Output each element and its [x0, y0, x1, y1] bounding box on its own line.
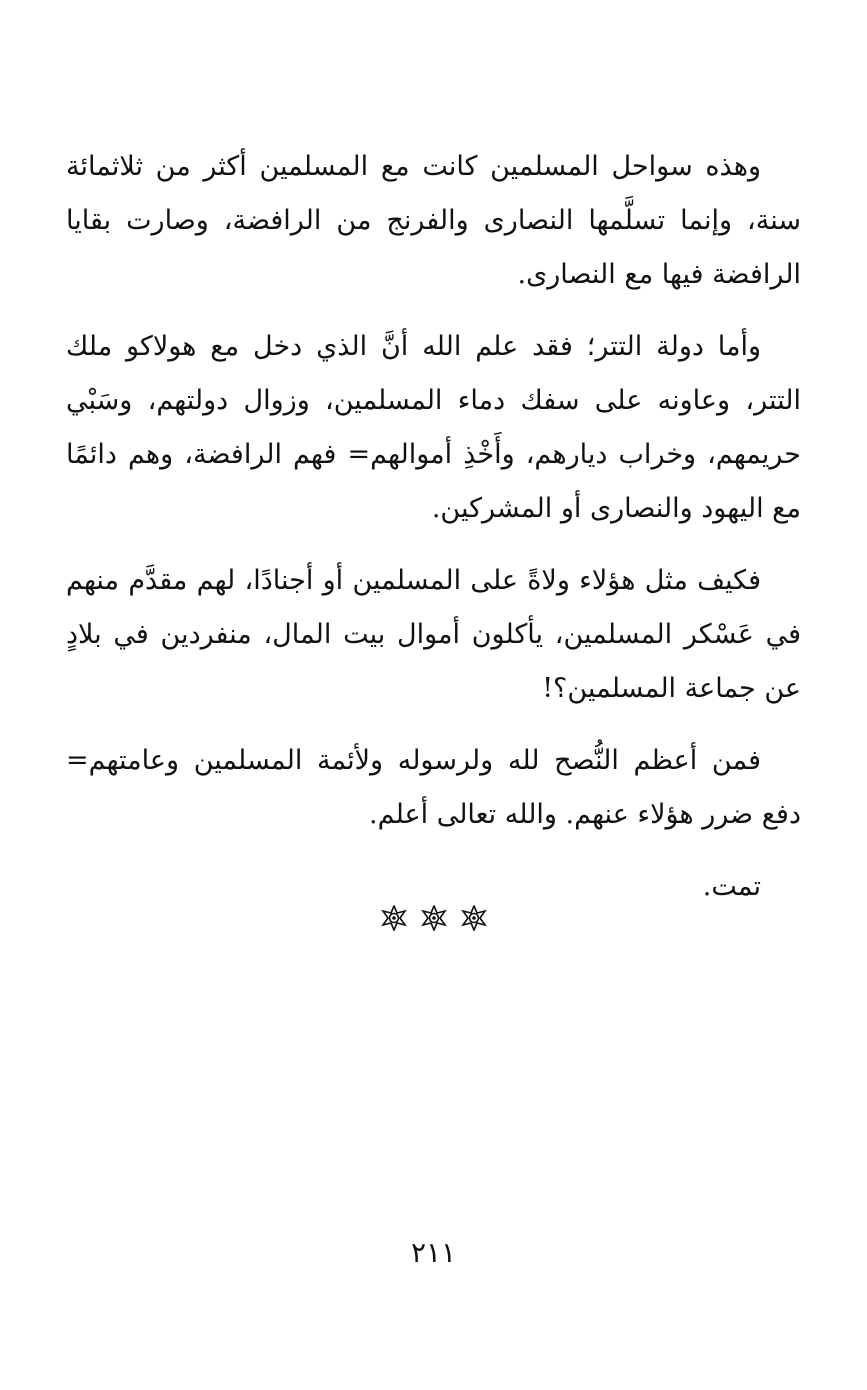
paragraph-advice: فمن أعظم النُّصح لله ولرسوله ولأئمة المسلمين وعامتهم= دفع ضرر هؤلاء عنهم. والله تعالى أعلم.	[66, 745, 801, 830]
floral-star-icon	[461, 905, 487, 931]
floral-star-icon	[381, 905, 407, 931]
floral-star-icon	[421, 905, 447, 931]
body-text	[66, 140, 801, 932]
paragraph-coasts: وهذه سواحل المسلمين كانت مع المسلمين أكثر من ثلاثمائة سنة، وإنما تسلَّمها النصارى والفرنج من الرافضة، وصارت بقايا الرافضة فيها مع النصارى.	[66, 151, 801, 290]
paragraph-tatar-state: وأما دولة التتر؛ فقد علم الله أنَّ الذي دخل مع هولاكو ملك التتر، وعاونه على سفك دماء المسلمين، وزوال دولتهم، وسَبْي حريمهم، وخراب ديارهم، وأَخْذِ أموالهم= فهم الرافضة، وهم دائمًا مع اليهود والنصارى أو المشركين.	[66, 331, 801, 524]
page-number: ٢١١	[410, 1236, 457, 1269]
paragraph-end: تمت.	[702, 871, 761, 902]
paragraph-governors: فكيف مثل هؤلاء ولاةً على المسلمين أو أجنادًا، لهم مقدَّم منهم في عَسْكر المسلمين، يأكلون أموال بيت المال، منفردين في بلادٍ عن جماعة المسلمين؟!	[66, 565, 801, 704]
section-divider	[0, 905, 867, 931]
